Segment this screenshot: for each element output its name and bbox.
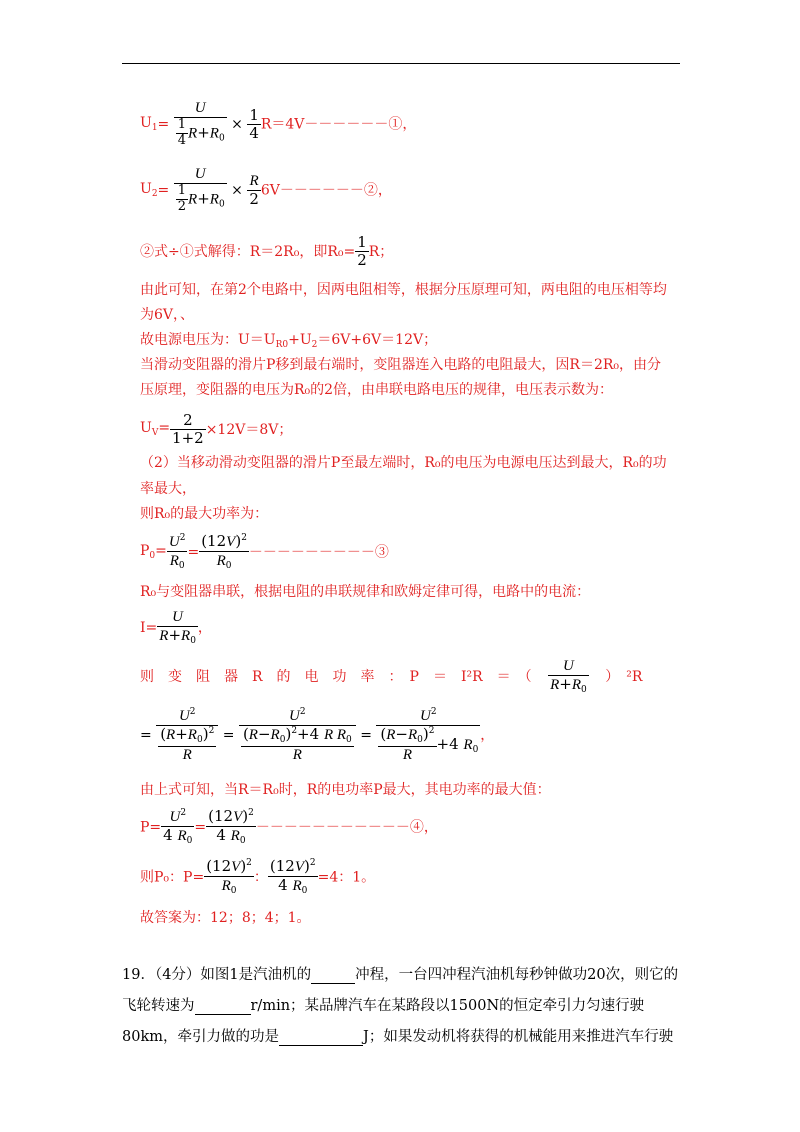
eq-u2: $U_2=$ U $\frac{1}{2}$ $R+R_0$ × $\frac{R}{2}$ 6V－－－－－－②， xyxy=(140,166,392,215)
eq-expansion: = $\frac{U^2}{\frac{(R+R_0)^2}{R}}$ = $\frac{U^2}{\frac{(R-R_0)^2+4 R R_0}{R}}$ = $U^2$ $\frac{(R-R_0)^2}{R}$ +4 $R_0$ ， xyxy=(140,707,495,763)
series-line: R₀与变阻器串联，根据电阻的串联规律和欧姆定律可得，电路中的电流： xyxy=(140,584,591,600)
answer-line: 故答案为：12；8；4；1。 xyxy=(140,910,311,926)
answer-blank-2[interactable] xyxy=(195,998,251,1015)
part2-line-a: （2）当移动滑动变阻器的滑片P至最左端时，R₀的电压为电源电压达到最大，R₀的功 xyxy=(140,455,667,471)
question-line-3: 80km，牵引力做的功是 J；如果发动机将获得的机械能用来推进汽车行驶 xyxy=(122,1029,674,1045)
source-voltage: 故电源电压为：$U=U_{R0}+U_2=6V+6V=12V$； xyxy=(140,332,438,350)
eq-pmax: P= $\frac{U^2}{4 R_0}$ = $\frac{(12V)^2}{4 R_0}$ －－－－－－－－－－－④， xyxy=(140,807,438,847)
derive-line: ②式÷①式解得：R＝2R₀，即R₀= $\frac{1}{2}$ R； xyxy=(140,233,394,270)
para2-line-b: 压原理，变阻器的电压为R₀的2倍，由串联电路电压的规律，电压表示数为： xyxy=(140,382,614,398)
eq-uv: $U_V=$ $\frac{2}{1+2}$ ×12V＝8V； xyxy=(140,411,293,448)
conclusion-line: 由上式可知，当R＝R₀时，R的电功率P最大，其电功率的最大值： xyxy=(140,782,551,798)
eq-p0: $P_0=$ $\frac{U^2}{R_0}$ = $\frac{(12V)^2}{R_0}$ －－－－－－－－－③ xyxy=(140,532,389,572)
header-rule xyxy=(122,63,680,64)
eq-current: I= $\frac{U}{R+R_0}$ ， xyxy=(140,609,212,647)
question-line-1: 19．（4分）如图1是汽油机的 冲程，一台四冲程汽油机每秒钟做功20次，则它的 xyxy=(122,967,679,983)
eq-power: 则 变 阻 器 R 的 电 功 率 ： P ＝ I²R ＝ （ $\frac{U}{R+R_0}$ ） ²R xyxy=(140,658,643,696)
answer-blank-3[interactable] xyxy=(279,1029,363,1046)
eq-ratio: 则P₀：P= $\frac{(12V)^2}{R_0}$ ： $\frac{(12V)^2}{4 R_0}$ =4：1。 xyxy=(140,857,376,897)
eq-u1: $U_1=$ U $\frac{1}{4}$ $R+R_0$ × $\frac{1}{4}$ R＝4V－－－－－－①， xyxy=(140,100,417,149)
answer-blank-1[interactable] xyxy=(311,967,355,984)
part2-line-b: 率最大， xyxy=(140,481,196,497)
para1-line-a: 由此可知，在第2个电路中，因两电阻相等，根据分压原理可知，两电阻的电压相等均 xyxy=(140,282,667,298)
para1-line-b: 为6V，、 xyxy=(140,307,195,323)
question-line-2: 飞轮转速为 r/min；某品牌汽车在某路段以1500N的恒定牵引力匀速行驶 xyxy=(122,998,645,1014)
para2-line-a: 当滑动变阻器的滑片P移到最右端时，变阻器连入电路的电阻最大，因R＝2R₀，由分 xyxy=(140,357,662,373)
p0-intro: 则R₀的最大功率为： xyxy=(140,506,269,522)
